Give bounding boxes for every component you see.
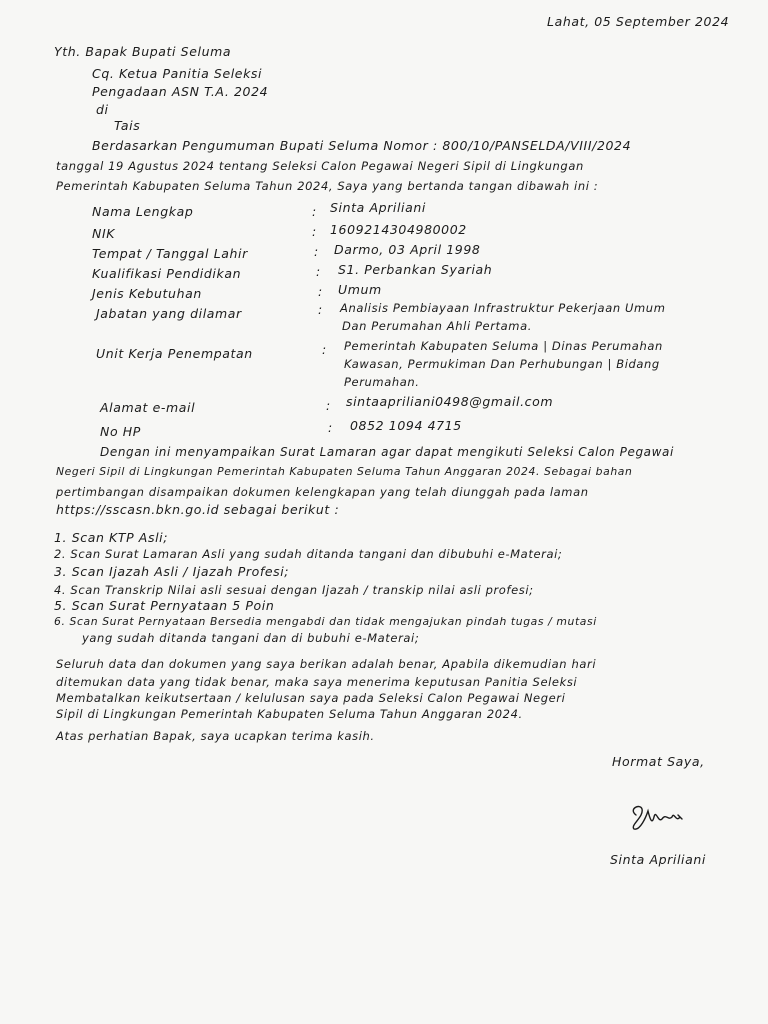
body-line: Negeri Sipil di Lingkungan Pemerintah Kabupaten Seluma Tahun Anggaran 2024. Sebagai bahan (56, 465, 633, 478)
field-label: No HP (100, 424, 141, 439)
field-value: 0852 1094 4715 (350, 418, 462, 433)
list-item: 4. Scan Transkrip Nilai asli sesuai dengan Ijazah / transkip nilai asli profesi; (54, 583, 534, 597)
list-item: 5. Scan Surat Pernyataan 5 Poin (54, 598, 275, 613)
field-value: Darmo, 03 April 1998 (334, 242, 481, 257)
field-value: 1609214304980002 (330, 222, 467, 237)
field-value: Dan Perumahan Ahli Pertama. (342, 319, 533, 333)
field-colon: : (312, 204, 317, 219)
date-line: Lahat, 05 September 2024 (547, 14, 730, 29)
field-value: Kawasan, Permukiman Dan Perhubungan | Bidang (344, 357, 660, 371)
field-colon: : (326, 398, 331, 413)
list-item: 3. Scan Ijazah Asli / Ijazah Profesi; (54, 564, 290, 579)
intro-line: Berdasarkan Pengumuman Bupati Seluma Nomor : 800/10/PANSELDA/VIII/2024 (92, 138, 632, 153)
field-label: Tempat / Tanggal Lahir (92, 246, 248, 261)
intro-line: tanggal 19 Agustus 2024 tentang Seleksi Calon Pegawai Negeri Sipil di Lingkungan (56, 159, 584, 173)
thanks-line: Atas perhatian Bapak, saya ucapkan terima kasih. (56, 729, 375, 743)
field-value: Sinta Apriliani (330, 200, 426, 215)
recipient-line: di (96, 102, 109, 117)
body-line: https://sscasn.bkn.go.id sebagai berikut : (56, 502, 340, 517)
field-value: Umum (338, 282, 382, 297)
field-label: Alamat e-mail (100, 400, 196, 415)
field-colon: : (318, 284, 323, 299)
field-colon: : (322, 342, 327, 357)
field-label: Nama Lengkap (92, 204, 194, 219)
field-value: Perumahan. (344, 375, 420, 389)
recipient-line: Yth. Bapak Bupati Seluma (54, 44, 232, 59)
closing-line: ditemukan data yang tidak benar, maka saya menerima keputusan Panitia Seleksi (56, 675, 578, 689)
field-colon: : (316, 264, 321, 279)
field-label: Jabatan yang dilamar (96, 306, 242, 321)
list-item: 1. Scan KTP Asli; (54, 530, 169, 545)
field-label: Jenis Kebutuhan (92, 286, 202, 301)
list-item: 2. Scan Surat Lamaran Asli yang sudah ditanda tangani dan dibubuhi e-Materai; (54, 547, 563, 561)
field-label: NIK (92, 226, 116, 241)
closing-line: Membatalkan keikutsertaan / kelulusan saya pada Seleksi Calon Pegawai Negeri (56, 691, 566, 705)
intro-line: Pemerintah Kabupaten Seluma Tahun 2024, Saya yang bertanda tangan dibawah ini : (56, 179, 599, 193)
body-line: Dengan ini menyampaikan Surat Lamaran agar dapat mengikuti Seleksi Calon Pegawai (100, 445, 674, 459)
closing-line: Sipil di Lingkungan Pemerintah Kabupaten Seluma Tahun Anggaran 2024. (56, 707, 523, 721)
field-label: Kualifikasi Pendidikan (92, 266, 242, 281)
signer-name: Sinta Apriliani (610, 852, 706, 867)
field-value: Analisis Pembiayaan Infrastruktur Pekerjaan Umum (340, 301, 666, 315)
field-colon: : (312, 224, 317, 239)
list-item: 6. Scan Surat Pernyataan Bersedia mengabdi dan tidak mengajukan pindah tugas / mutasi (54, 615, 597, 628)
field-value: S1. Perbankan Syariah (338, 262, 493, 277)
field-colon: : (318, 302, 323, 317)
sign-off: Hormat Saya, (612, 754, 705, 769)
recipient-line: Pengadaan ASN T.A. 2024 (92, 84, 269, 99)
field-colon: : (314, 244, 319, 259)
recipient-line: Tais (114, 118, 141, 133)
body-line: pertimbangan disampaikan dokumen kelengkapan yang telah diunggah pada laman (56, 485, 589, 499)
list-item: yang sudah ditanda tangani dan di bubuhi e-Materai; (82, 631, 420, 645)
closing-line: Seluruh data dan dokumen yang saya berikan adalah benar, Apabila dikemudian hari (56, 657, 597, 671)
field-value: sintaapriliani0498@gmail.com (346, 394, 554, 409)
field-value: Pemerintah Kabupaten Seluma | Dinas Perumahan (344, 339, 663, 353)
handwritten-signature (622, 795, 692, 835)
recipient-line: Cq. Ketua Panitia Seleksi (92, 66, 263, 81)
field-colon: : (328, 420, 333, 435)
field-label: Unit Kerja Penempatan (96, 346, 253, 361)
